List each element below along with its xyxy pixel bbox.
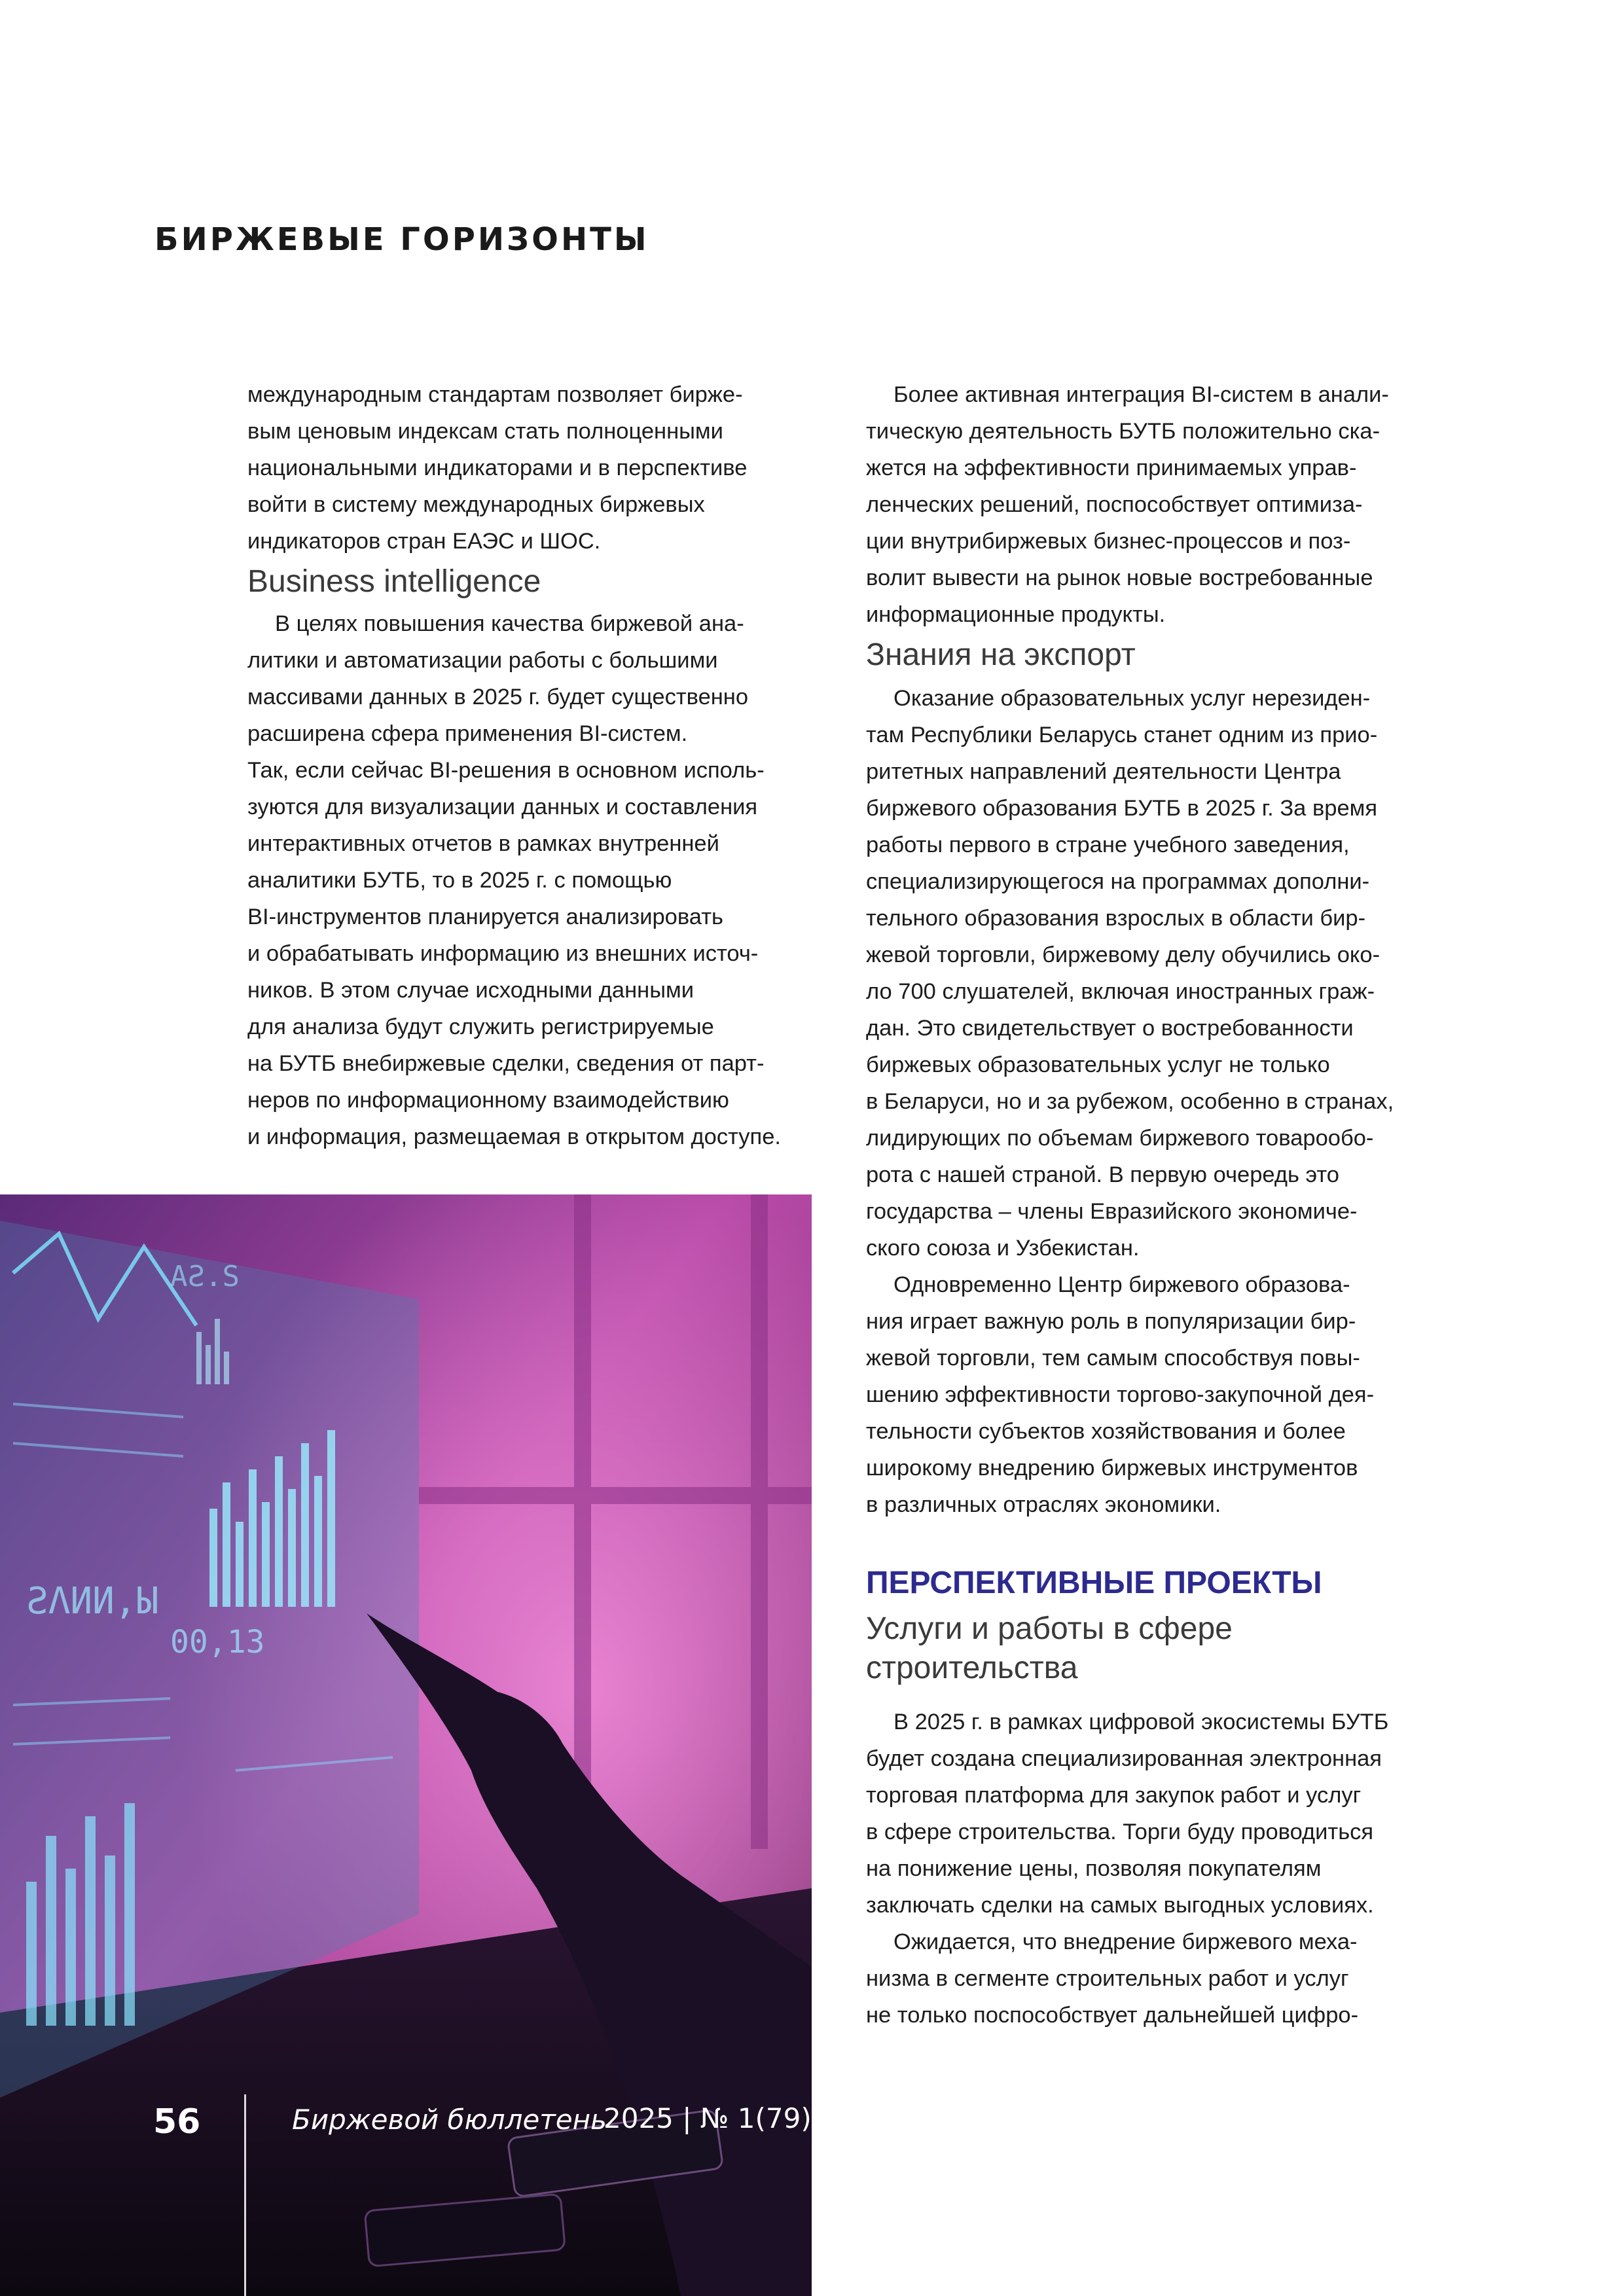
text-line: заключать сделки на самых выгодных условиях. — [866, 1893, 1374, 1918]
page-number: 56 — [153, 2102, 201, 2142]
text-line: ритетных направлений деятельности Центра — [866, 759, 1341, 784]
text-line: литики и автоматизации работы с большими — [247, 648, 718, 673]
text-line: тельного образования взрослых в области бир- — [866, 906, 1366, 931]
projects-heading: ПЕРСПЕКТИВНЫЕ ПРОЕКТЫ — [866, 1566, 1322, 1600]
text-line: на БУТБ внебиржевые сделки, сведения от парт- — [247, 1051, 765, 1076]
text-line: В целях повышения качества биржевой ана- — [275, 611, 744, 636]
right-column — [866, 376, 1434, 2034]
bi-paragraph — [247, 605, 818, 1155]
text-line: расширена сфера применения BI-систем. — [247, 721, 688, 746]
text-line: ников. В этом случае исходными данными — [247, 978, 694, 1003]
hologram-label: ƧΛИИ,Ы — [26, 1580, 159, 1623]
text-line: будет создана специализированная электронная — [866, 1746, 1382, 1771]
text-line: Оказание образовательных услуг нерезиден- — [893, 686, 1371, 711]
text-line: и обрабатывать информацию из внешних источ- — [247, 941, 759, 966]
text-line: лидирующих по объемам биржевого товарообо- — [866, 1126, 1374, 1151]
text-line: там Республики Беларусь станет одним из прио- — [866, 723, 1378, 747]
text-line: рота с нашей страной. В первую очередь это — [866, 1162, 1339, 1187]
construction-paragraph-1 — [866, 1704, 1434, 1924]
text-line: волит вывести на рынок новые востребованные — [866, 565, 1373, 590]
bi-heading: Business intelligence — [247, 564, 541, 599]
construction-heading — [866, 1609, 1434, 1688]
issue-number: 2025 | № 1(79) — [604, 2102, 812, 2134]
intro-paragraph — [247, 376, 818, 560]
text-line: национальными индикаторами и в перспективе — [247, 456, 748, 480]
text-line: жется на эффективности принимаемых управ- — [866, 456, 1357, 480]
text-line: Так, если сейчас BI-решения в основном исполь- — [247, 758, 765, 783]
text-line: дан. Это свидетельствует о востребованности — [866, 1016, 1354, 1041]
text-line: в сфере строительства. Торги буду проводиться — [866, 1820, 1374, 1844]
text-line: шению эффективности торгово-закупочной дея- — [866, 1382, 1375, 1407]
text-line: тическую деятельность БУТБ положительно ска- — [866, 419, 1380, 444]
export-paragraph-2 — [866, 1266, 1434, 1523]
text-line: информационные продукты. — [866, 602, 1166, 627]
text-line: интерактивных отчетов в рамках внутренней — [247, 831, 719, 856]
export-heading: Знания на экспорт — [866, 637, 1136, 672]
hologram-label: 00,13 — [170, 1624, 265, 1660]
text-line: ло 700 слушателей, включая иностранных граж- — [866, 979, 1375, 1004]
text-line: жевой торговли, тем самым способствуя повы- — [866, 1346, 1360, 1371]
text-line: аналитики БУТБ, то в 2025 г. с помощью — [247, 868, 672, 893]
text-line: ленческих решений, поспособствует оптимиза- — [866, 492, 1363, 517]
text-line: не только поспособствует дальнейшей цифро- — [866, 2003, 1359, 2028]
text-line: индикаторов стран ЕАЭС и ШОС. — [247, 529, 601, 554]
text-line: биржевого образования БУТБ в 2025 г. За время — [866, 796, 1378, 821]
text-line: ния играет важную роль в популяризации бир- — [866, 1309, 1356, 1334]
text-line: работы первого в стране учебного заведения, — [866, 833, 1350, 857]
text-line: жевой торговли, биржевому делу обучились око- — [866, 942, 1380, 967]
heading-line: Услуги и работы в сфере — [866, 1611, 1233, 1646]
text-line: в различных отраслях экономики. — [866, 1492, 1221, 1517]
text-line: неров по информационному взаимодействию — [247, 1088, 729, 1113]
text-line: специализирующегося на программах дополни- — [866, 869, 1370, 894]
text-line: и информация, размещаемая в открытом доступе. — [247, 1124, 781, 1149]
left-column — [247, 376, 818, 1155]
bi-continuation-paragraph — [866, 376, 1434, 633]
text-line: Одновременно Центр биржевого образова- — [893, 1272, 1350, 1297]
text-line: ции внутрибиржевых бизнес-процессов и поз- — [866, 529, 1351, 554]
text-line: биржевых образовательных услуг не только — [866, 1052, 1330, 1077]
text-line: широкому внедрению биржевых инструментов — [866, 1456, 1358, 1480]
text-line: войти в систему международных биржевых — [247, 492, 705, 517]
publication-name: Биржевой бюллетень — [292, 2104, 607, 2136]
text-line: тельности субъектов хозяйствования и более — [866, 1419, 1346, 1444]
text-line: торговая платформа для закупок работ и услуг — [866, 1783, 1362, 1808]
text-line: на понижение цены, позволяя покупателям — [866, 1856, 1322, 1881]
text-line: для анализа будут служить регистрируемые — [247, 1014, 714, 1039]
text-line: Ожидается, что внедрение биржевого меха- — [893, 1929, 1358, 1954]
text-line: международным стандартам позволяет бирже- — [247, 382, 743, 407]
construction-paragraph-2 — [866, 1924, 1434, 2034]
heading-line: строительства — [866, 1651, 1078, 1685]
hologram-label: AƧ.S — [170, 1260, 240, 1293]
text-line: зуются для визуализации данных и составления — [247, 795, 758, 819]
section-title: БИРЖЕВЫЕ ГОРИЗОНТЫ — [154, 221, 649, 258]
text-line: массивами данных в 2025 г. будет существенно — [247, 685, 749, 709]
text-line: В 2025 г. в рамках цифровой экосистемы БУТБ — [893, 1710, 1389, 1734]
text-line: ского союза и Узбекистан. — [866, 1236, 1140, 1261]
text-line: BI-инструментов планируется анализировать — [247, 905, 723, 929]
text-line: вым ценовым индексам стать полноценными — [247, 419, 723, 444]
export-paragraph-1 — [866, 680, 1434, 1266]
text-line: государства – члены Евразийского экономиче- — [866, 1199, 1358, 1224]
footer-divider — [244, 2094, 246, 2296]
text-line: низма в сегменте строительных работ и услуг — [866, 1966, 1349, 1991]
text-line: в Беларуси, но и за рубежом, особенно в странах, — [866, 1089, 1394, 1114]
text-line: Более активная интеграция BI-систем в анали- — [893, 382, 1389, 407]
